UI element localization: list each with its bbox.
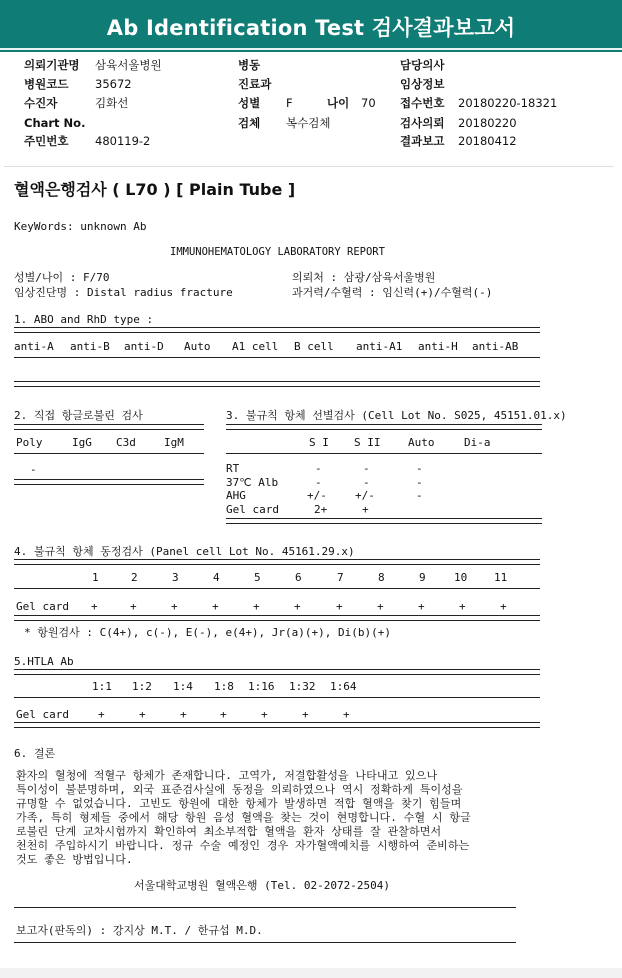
abo-col: anti-AB — [472, 340, 519, 353]
dilution-label: 1:4 — [173, 680, 193, 693]
header-value: 삼육서울병원 — [95, 58, 162, 72]
header-label: 수진자 — [24, 96, 58, 110]
header-value: 20180220 — [458, 116, 517, 130]
panel-cell-num: 8 — [378, 571, 385, 584]
header-label: Chart No. — [24, 116, 86, 130]
report-banner — [0, 0, 622, 52]
header-label: 진료과 — [238, 77, 272, 91]
report-title: 혈액은행검사 ( L70 ) [ Plain Tube ] — [14, 180, 296, 199]
single-rule — [14, 942, 516, 943]
scanned-report — [4, 166, 614, 967]
section-6-title: 6. 결론 — [14, 747, 56, 760]
htla-result: + — [180, 708, 187, 721]
panel-result: + — [500, 600, 507, 613]
screen-cell: + — [362, 503, 369, 516]
abo-col: anti-H — [418, 340, 458, 353]
panel-cell-num: 11 — [494, 571, 508, 584]
dilution-label: 1:16 — [248, 680, 275, 693]
header-label: 병동 — [238, 58, 261, 72]
dilution-label: 1:32 — [289, 680, 316, 693]
banner-divider — [0, 48, 622, 50]
panel-result: + — [418, 600, 425, 613]
header-value: 20180220-18321 — [458, 96, 558, 110]
dat-col: Poly — [16, 436, 43, 449]
lab-heading: IMMUNOHEMATOLOGY LABORATORY REPORT — [170, 246, 385, 258]
conclusion-line: 천천히 주입하시기 바랍니다. 정규 수술 예정인 경우 자가혈액예치를 시행하여 준비하는 — [16, 839, 470, 852]
screen-cell: - — [315, 462, 322, 475]
panel-cell-num: 2 — [131, 571, 138, 584]
header-label: 결과보고 — [400, 134, 445, 148]
header-value: 김화선 — [95, 96, 129, 110]
single-rule — [14, 357, 540, 358]
panel-cell-num: 3 — [172, 571, 179, 584]
abo-col: B cell — [294, 340, 334, 353]
screen-cell: +/- — [355, 489, 375, 502]
double-rule — [14, 559, 540, 565]
conclusion-line: 것도 좋은 방법입니다. — [16, 853, 133, 866]
double-rule — [14, 669, 540, 675]
section-3-title: 3. 불규칙 항체 선별검사 (Cell Lot No. S025, 45151.01.x) — [226, 409, 567, 422]
header-label: 나이 — [327, 96, 350, 110]
screen-col: Di-a — [464, 436, 491, 449]
htla-result: + — [302, 708, 309, 721]
header-value: 70 — [361, 96, 376, 110]
htla-result: + — [261, 708, 268, 721]
header-label: 임상정보 — [400, 77, 445, 91]
panel-result: + — [294, 600, 301, 613]
header-label: 주민번호 — [24, 134, 69, 148]
panel-row-label: Gel card — [16, 600, 69, 613]
double-rule — [14, 424, 204, 430]
panel-result: + — [459, 600, 466, 613]
section-1-title: 1. ABO and RhD type : — [14, 313, 154, 326]
dilution-label: 1:1 — [92, 680, 112, 693]
banner-title: Ab Identification Test 검사결과보고서 — [106, 16, 516, 40]
dilution-label: 1:64 — [330, 680, 357, 693]
screen-row-label: 37℃ Alb — [226, 476, 279, 489]
single-rule — [14, 588, 540, 589]
screen-col: S I — [309, 436, 329, 449]
header-label: 담당의사 — [400, 58, 445, 72]
header-label: 성별 — [238, 96, 261, 110]
conclusion-line: 환자의 혈청에 적혈구 항체가 존재합니다. 고역가, 저결합활성을 나타내고 있으나 — [16, 769, 438, 782]
reporter-line: 보고자(판독의) : 강지상 M.T. / 한규섭 M.D. — [16, 924, 263, 937]
dat-col: IgM — [164, 436, 184, 449]
screen-cell: - — [416, 489, 423, 502]
double-rule — [14, 327, 540, 333]
screen-cell: 2+ — [314, 503, 328, 516]
header-label: 병원코드 — [24, 77, 69, 91]
single-rule — [14, 453, 204, 454]
header-label: 접수번호 — [400, 96, 445, 110]
panel-cell-num: 4 — [213, 571, 220, 584]
header-label: 검사의뢰 — [400, 116, 445, 130]
section-5-title: 5.HTLA Ab — [14, 655, 74, 668]
double-rule — [226, 518, 542, 524]
hospital-contact: 서울대학교병원 혈액은행 (Tel. 02-2072-2504) — [134, 879, 390, 892]
dat-col: C3d — [116, 436, 136, 449]
header-label: 의뢰기관명 — [24, 58, 80, 72]
screen-cell: - — [315, 476, 322, 489]
requesting-hospital: 의뢰처 : 삼광/삼육서울병원 — [292, 271, 436, 284]
double-rule — [226, 424, 542, 430]
panel-result: + — [336, 600, 343, 613]
section-2-title: 2. 직접 항글로불린 검사 — [14, 409, 143, 422]
conclusion-line: 특이성이 불분명하며, 외국 표준검사실에 동정을 의뢰하였으나 역시 정확하게 특이성을 — [16, 783, 463, 796]
screen-cell: - — [416, 462, 423, 475]
header-value: 35672 — [95, 77, 132, 91]
header-label: 검체 — [238, 116, 261, 130]
double-rule — [14, 722, 540, 728]
screen-cell: - — [363, 462, 370, 475]
panel-result: + — [130, 600, 137, 613]
panel-cell-num: 7 — [337, 571, 344, 584]
panel-result: + — [377, 600, 384, 613]
panel-result: + — [91, 600, 98, 613]
panel-cell-num: 6 — [295, 571, 302, 584]
abo-col: anti-A — [14, 340, 54, 353]
double-rule — [14, 381, 540, 387]
section-4-title: 4. 불규칙 항체 동정검사 (Panel cell Lot No. 45161.29.x) — [14, 545, 355, 558]
patient-sex-age: 성별/나이 : F/70 — [14, 271, 110, 284]
htla-result: + — [220, 708, 227, 721]
panel-cell-num: 10 — [454, 571, 468, 584]
single-rule — [14, 697, 540, 698]
dilution-label: 1:8 — [214, 680, 234, 693]
clinical-diagnosis: 임상진단명 : Distal radius fracture — [14, 286, 233, 299]
screen-cell: - — [416, 476, 423, 489]
conclusion-line: 가족, 특히 형제들 중에서 해당 항원 음성 혈액을 찾는 것이 현명합니다. 수혈 시 항글 — [16, 811, 471, 824]
abo-col: Auto — [184, 340, 211, 353]
header-value: 복수검체 — [286, 116, 331, 130]
panel-result: + — [171, 600, 178, 613]
bottom-edge — [0, 968, 622, 978]
screen-row-label: AHG — [226, 489, 246, 502]
dilution-label: 1:2 — [132, 680, 152, 693]
header-value: 480119-2 — [95, 134, 151, 148]
conclusion-line: 규명할 수 없었습니다. 고빈도 항원에 대한 항체가 발생하면 적합 혈액을 찾기 힘들며 — [16, 797, 462, 810]
transfusion-history: 과거력/수혈력 : 임신력(+)/수혈력(-) — [292, 286, 493, 299]
panel-cell-num: 1 — [92, 571, 99, 584]
dat-col: IgG — [72, 436, 92, 449]
htla-row-label: Gel card — [16, 708, 69, 721]
keywords-line: KeyWords: unknown Ab — [14, 220, 147, 233]
htla-result: + — [139, 708, 146, 721]
panel-result: + — [253, 600, 260, 613]
panel-result: + — [212, 600, 219, 613]
screen-row-label: Gel card — [226, 503, 279, 516]
htla-result: + — [98, 708, 105, 721]
screen-cell: +/- — [307, 489, 327, 502]
abo-col: anti-A1 — [356, 340, 403, 353]
double-rule — [14, 615, 540, 621]
panel-cell-num: 9 — [419, 571, 426, 584]
header-value: 20180412 — [458, 134, 517, 148]
abo-col: anti-B — [70, 340, 110, 353]
single-rule — [226, 453, 542, 454]
double-rule — [14, 479, 204, 485]
single-rule — [14, 907, 516, 908]
screen-col: Auto — [408, 436, 435, 449]
antigen-result: * 항원검사 : C(4+), c(-), E(-), e(4+), Jr(a)(+), Di(b)(+) — [24, 626, 392, 639]
abo-col: anti-D — [124, 340, 164, 353]
conclusion-line: 로불린 단계 교차시험까지 확인하여 최소부적합 혈액을 환자 상태를 잘 관찰하면서 — [16, 825, 442, 838]
screen-row-label: RT — [226, 462, 240, 475]
htla-result: + — [343, 708, 350, 721]
screen-col: S II — [354, 436, 381, 449]
panel-cell-num: 5 — [254, 571, 261, 584]
header-value: F — [286, 96, 293, 110]
screen-cell: - — [363, 476, 370, 489]
abo-col: A1 cell — [232, 340, 279, 353]
dat-poly-value: - — [30, 463, 37, 476]
